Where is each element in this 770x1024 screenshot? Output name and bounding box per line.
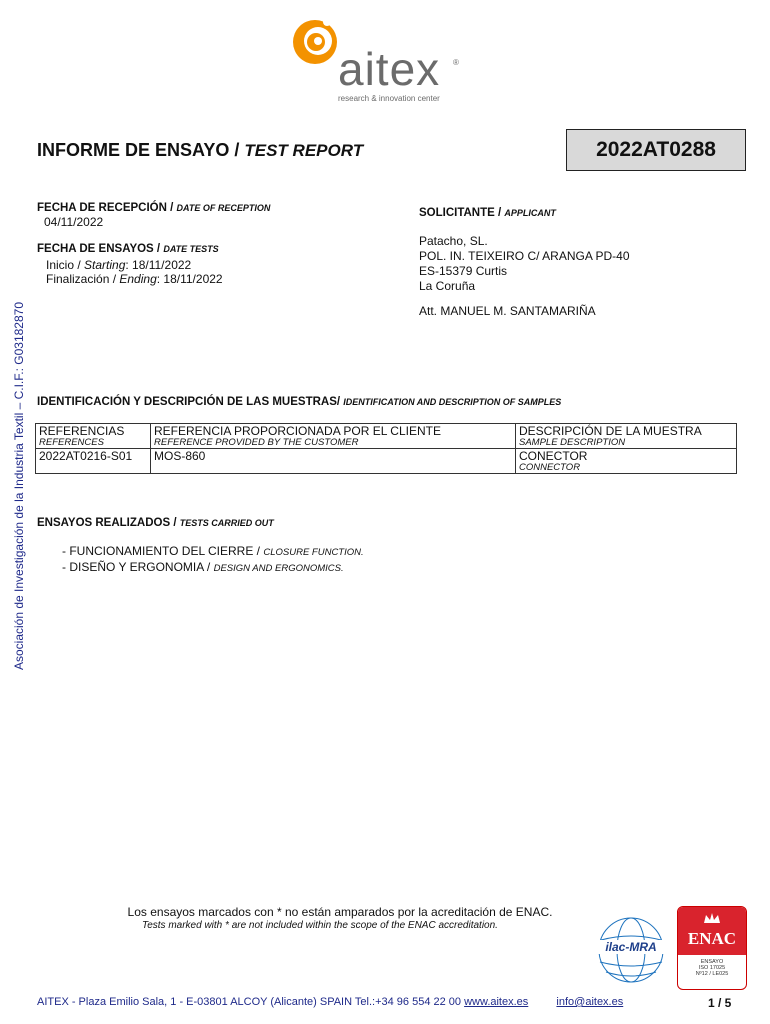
email-link[interactable]: info@aitex.es [556,996,624,1008]
footer [37,996,623,1008]
table-header-row [36,424,737,449]
header-es: REFERENCIA PROPORCIONADA POR EL CLIENTE [154,424,441,438]
list-item [62,560,364,576]
samples-label-es: IDENTIFICACIÓN Y DESCRIPCIÓN DE LAS MUESTRAS/ [37,396,344,408]
tests-label [37,517,274,529]
tests-label-es: ENSAYOS REALIZADOS / [37,517,180,529]
applicant-label-en: APPLICANT [504,208,556,218]
start-label-es: Inicio / [46,258,85,272]
report-number: 2022AT0288 [566,129,746,171]
end-date-line [46,272,223,286]
test-dates-label [37,243,219,255]
reception-date: 04/11/2022 [44,215,104,229]
start-date-line [46,258,191,272]
enac-label: ENAC [687,929,737,948]
cell-description [516,449,737,474]
end-label-en: Ending [119,272,157,286]
enac-sub2: ISO 17025 [698,965,726,971]
header-es: REFERENCIAS [39,424,125,438]
enac-sub [678,959,746,977]
tests-label-en: TESTS CARRIED OUT [179,518,274,528]
test-dates-label-en: DATE TESTS [163,244,219,254]
samples-table [35,423,737,474]
title-es: INFORME DE ENSAYO / [37,140,245,160]
samples-label [37,396,561,408]
ilac-mra-logo [596,910,666,988]
list-item [62,544,364,560]
applicant-address [419,234,630,294]
header-description [516,424,737,449]
cell-ref: 2022AT0216-S01 [36,449,151,474]
brand-name: aitex [338,43,441,95]
website-link[interactable]: www.aitex.es [464,996,529,1008]
reception-label [37,202,270,214]
brand-registered: ® [453,58,459,67]
table-row [36,449,737,474]
ilac-label: ilac-MRA [598,940,664,954]
enac-sub1: ENSAYO [700,959,724,965]
tests-list [62,544,364,576]
footer-address: AITEX - Plaza Emilio Sala, 1 - E-03801 ALCOY (Alicante) SPAIN Tel.:+34 96 554 22 00 [37,996,465,1008]
start-date: : 18/11/2022 [125,258,192,272]
header-en: REFERENCES [39,437,104,448]
brand-tagline: research & innovation center [338,94,440,103]
applicant-attention: Att. MANUEL M. SANTAMARIÑA [419,304,596,318]
start-label-en: Starting [84,258,126,272]
header-en: SAMPLE DESCRIPTION [519,437,626,448]
side-legal-text: Asociación de Investigación de la Industria Textil – C.I.F.: G03182870 [12,302,26,670]
end-label-es: Finalización / [46,272,120,286]
test-dates-label-es: FECHA DE ENSAYOS / [37,243,164,255]
samples-label-en: IDENTIFICATION AND DESCRIPTION OF SAMPLES [343,397,562,407]
applicant-city: La Coruña [419,279,476,293]
reception-label-en: DATE OF RECEPTION [176,203,271,213]
applicant-address2: ES-15379 Curtis [419,264,508,278]
header-en: REFERENCE PROVIDED BY THE CUSTOMER [154,437,359,448]
applicant-company: Patacho, SL. [419,234,488,248]
reception-label-es: FECHA DE RECEPCIÓN / [37,202,177,214]
enac-sub3: Nº12 / LE025 [695,971,729,977]
test-es: - DISEÑO Y ERGONOMIA / [62,560,214,574]
test-en: CLOSURE FUNCTION. [263,547,364,558]
applicant-address1: POL. IN. TEIXEIRO C/ ARANGA PD-40 [419,249,630,263]
header-es: DESCRIPCIÓN DE LA MUESTRA [519,424,702,438]
applicant-label-es: SOLICITANTE / [419,207,505,219]
enac-logo [677,906,747,990]
end-date: : 18/11/2022 [156,272,223,286]
crown-icon [702,911,722,925]
report-title [37,140,363,161]
desc-es: CONECTOR [519,449,588,463]
header-client-ref [151,424,516,449]
accreditation-note-en: Tests marked with * are not included within the scope of the ENAC accreditation. [142,920,498,931]
cell-client-ref: MOS-860 [151,449,516,474]
header-references [36,424,151,449]
test-es: - FUNCIONAMIENTO DEL CIERRE / [62,544,264,558]
title-en: TEST REPORT [244,141,364,160]
applicant-label [419,207,556,219]
accreditation-note-es: Los ensayos marcados con * no están amparados por la acreditación de ENAC. [127,905,553,919]
page-number: 1 / 5 [708,996,732,1010]
desc-en: CONNECTOR [519,462,581,473]
test-en: DESIGN AND ERGONOMICS. [213,563,344,574]
